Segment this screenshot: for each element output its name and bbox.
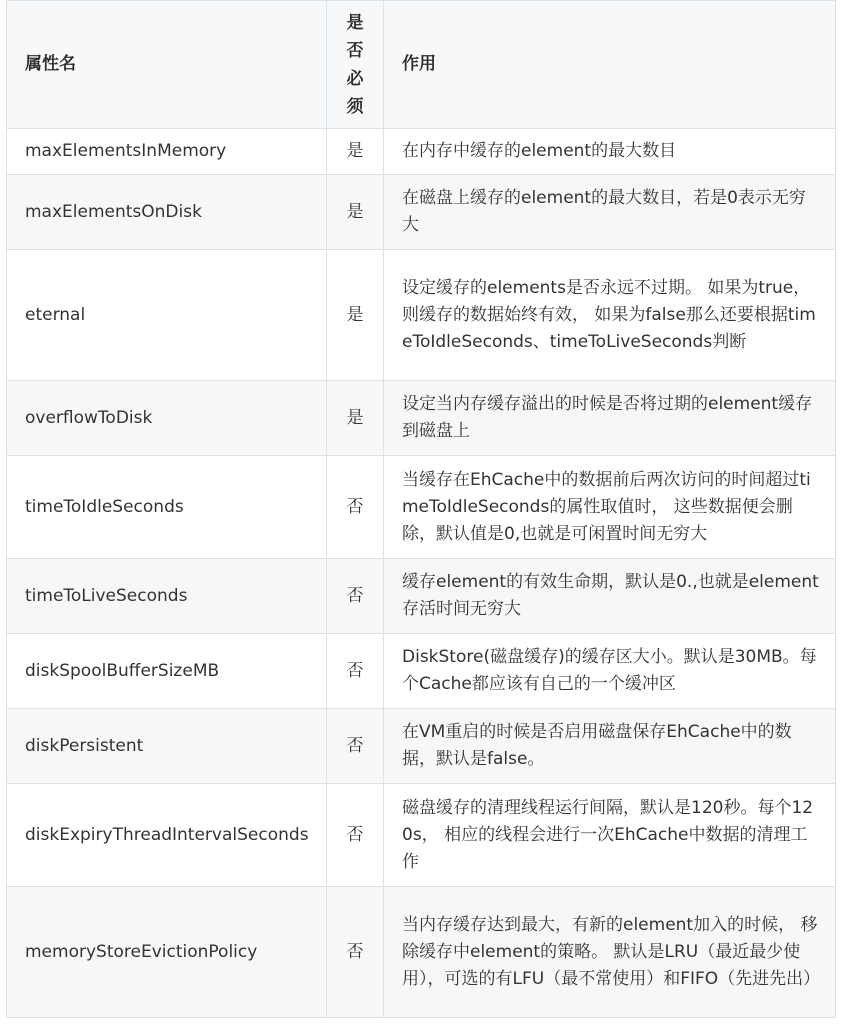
table-row bbox=[7, 559, 836, 634]
header-required bbox=[327, 1, 384, 129]
required-cell: 否 bbox=[327, 559, 384, 634]
table-row bbox=[7, 709, 836, 784]
header-required-char: 须 bbox=[346, 96, 364, 117]
description-cell: 在内存中缓存的element的最大数目 bbox=[384, 129, 836, 175]
required-cell: 是 bbox=[327, 250, 384, 381]
attribute-name-cell: diskPersistent bbox=[7, 709, 327, 784]
description-cell: 在磁盘上缓存的element的最大数目，若是0表示无穷大 bbox=[384, 175, 836, 250]
attribute-name-cell: diskExpiryThreadIntervalSeconds bbox=[7, 784, 327, 887]
attribute-name-cell: diskSpoolBufferSizeMB bbox=[7, 634, 327, 709]
attribute-name-cell: memoryStoreEvictionPolicy bbox=[7, 887, 327, 1018]
required-cell: 是 bbox=[327, 381, 384, 456]
attribute-name-cell: timeToLiveSeconds bbox=[7, 559, 327, 634]
header-required-char: 是 bbox=[346, 12, 364, 33]
required-cell: 否 bbox=[327, 887, 384, 1018]
required-cell: 是 bbox=[327, 175, 384, 250]
table-row bbox=[7, 250, 836, 381]
required-cell: 否 bbox=[327, 634, 384, 709]
description-cell: 设定当内存缓存溢出的时候是否将过期的element缓存到磁盘上 bbox=[384, 381, 836, 456]
table-row bbox=[7, 456, 836, 559]
header-required-char: 必 bbox=[346, 68, 364, 89]
table-row bbox=[7, 129, 836, 175]
description-cell: 缓存element的有效生命期，默认是0.,也就是element存活时间无穷大 bbox=[384, 559, 836, 634]
header-required-char: 否 bbox=[346, 40, 364, 61]
table-row bbox=[7, 784, 836, 887]
table-row bbox=[7, 175, 836, 250]
table-row bbox=[7, 634, 836, 709]
attribute-name-cell: overflowToDisk bbox=[7, 381, 327, 456]
attribute-name-cell: maxElementsInMemory bbox=[7, 129, 327, 175]
header-row bbox=[7, 1, 836, 129]
header-attribute-name: 属性名 bbox=[7, 1, 327, 129]
required-cell: 否 bbox=[327, 709, 384, 784]
attribute-name-cell: maxElementsOnDisk bbox=[7, 175, 327, 250]
description-cell: 在VM重启的时候是否启用磁盘保存EhCache中的数据，默认是false。 bbox=[384, 709, 836, 784]
attribute-name-cell: timeToIdleSeconds bbox=[7, 456, 327, 559]
description-cell: 当缓存在EhCache中的数据前后两次访问的时间超过timeToIdleSeconds的属性取值时， 这些数据便会删除，默认值是0,也就是可闲置时间无穷大 bbox=[384, 456, 836, 559]
required-cell: 否 bbox=[327, 784, 384, 887]
attribute-name-cell: eternal bbox=[7, 250, 327, 381]
table-row bbox=[7, 381, 836, 456]
table-row bbox=[7, 887, 836, 1018]
header-purpose: 作用 bbox=[384, 1, 836, 129]
description-cell: DiskStore(磁盘缓存)的缓存区大小。默认是30MB。每个Cache都应该有自己的一个缓冲区 bbox=[384, 634, 836, 709]
description-cell: 磁盘缓存的清理线程运行间隔，默认是120秒。每个120s， 相应的线程会进行一次EhCache中数据的清理工作 bbox=[384, 784, 836, 887]
table-header bbox=[7, 1, 836, 129]
ehcache-attribute-table bbox=[6, 0, 836, 1018]
description-cell: 设定缓存的elements是否永远不过期。 如果为true，则缓存的数据始终有效， 如果为false那么还要根据timeToIdleSeconds、timeToLiveSeconds判断 bbox=[384, 250, 836, 381]
table-body bbox=[7, 129, 836, 1018]
ehcache-attribute-table-container bbox=[6, 0, 835, 1018]
required-cell: 否 bbox=[327, 456, 384, 559]
description-cell: 当内存缓存达到最大，有新的element加入的时候， 移除缓存中element的策略。 默认是LRU（最近最少使用），可选的有LFU（最不常使用）和FIFO（先进先出） bbox=[384, 887, 836, 1018]
required-cell: 是 bbox=[327, 129, 384, 175]
